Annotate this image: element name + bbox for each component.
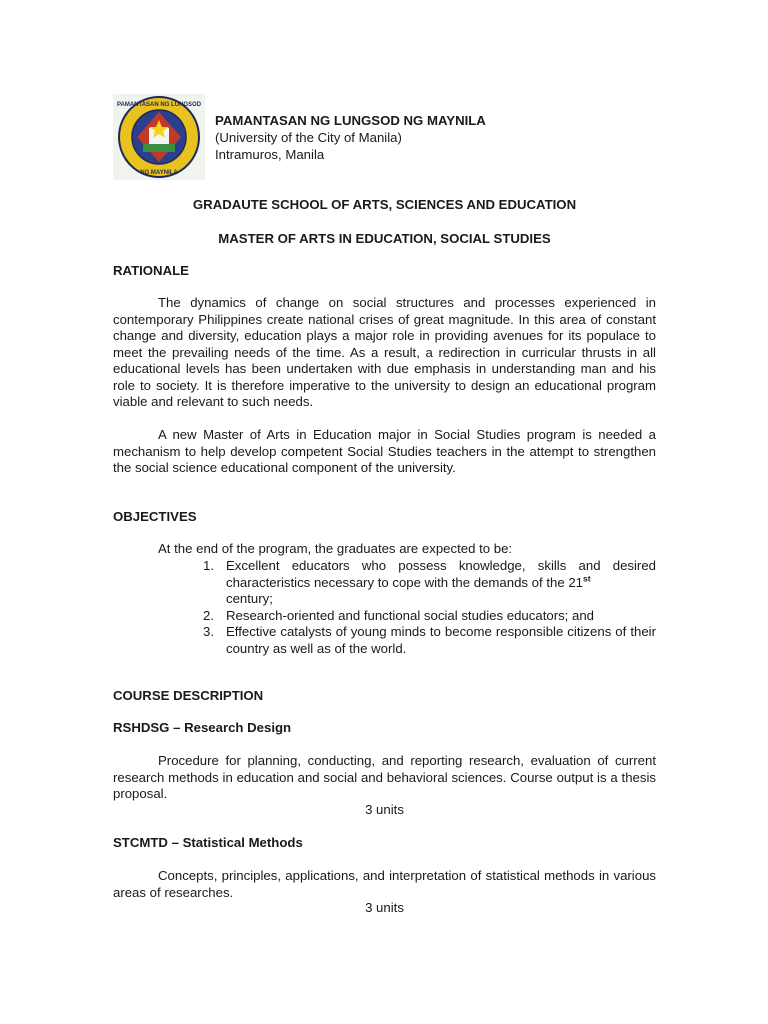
course-title: RSHDSG – Research Design bbox=[113, 720, 292, 735]
program-title: MASTER OF ARTS IN EDUCATION, SOCIAL STUDIES bbox=[218, 231, 551, 246]
objective-item bbox=[200, 608, 656, 625]
course-description-heading: COURSE DESCRIPTION bbox=[113, 688, 264, 703]
seal-text-top: PAMANTASAN NG LUNGSOD bbox=[116, 102, 202, 108]
university-english-name: (University of the City of Manila) bbox=[215, 130, 402, 145]
rationale-paragraph-1: The dynamics of change on social structures and processes experienced in contemporary Philippines create national crises of great magnitude. In this area of constant change and diversity, education plays a major role in providing avenues for its populace to meet the prevailing needs of the time. As a result, a redirection in curricular thrusts in all educational levels has been undertaken with due emphasis in understanding man and his role to society. It is therefore imperative to the university to design an educational program viable and relevant to such needs. bbox=[113, 295, 656, 409]
objective-text-tail: century; bbox=[226, 591, 273, 606]
course-title: STCMTD – Statistical Methods bbox=[113, 835, 303, 850]
objective-item bbox=[200, 624, 656, 657]
objectives-intro: At the end of the program, the graduates are expected to be: bbox=[158, 541, 513, 556]
objective-text: Excellent educators who possess knowledge, skills and desired characteristics necessary to cope with the demands of the 21 bbox=[226, 558, 656, 590]
course-units: 3 units bbox=[365, 900, 404, 915]
objective-text: Research-oriented and functional social studies educators; and bbox=[226, 607, 595, 623]
course-description: Procedure for planning, conducting, and reporting research, evaluation of current research methods in education and social and behavioral sciences. Course output is a thesis proposal. bbox=[113, 753, 656, 801]
objective-number: 2. bbox=[203, 607, 214, 623]
rationale-heading: RATIONALE bbox=[113, 263, 189, 278]
course-units: 3 units bbox=[365, 802, 404, 817]
objective-item bbox=[200, 558, 656, 608]
objective-number: 1. bbox=[203, 558, 214, 573]
course-description: Concepts, principles, applications, and interpretation of statistical methods in various areas of researches. bbox=[113, 868, 656, 900]
university-name: PAMANTASAN NG LUNGSOD NG MAYNILA bbox=[215, 113, 486, 128]
seal-text-bottom: NG MAYNILA bbox=[140, 170, 178, 176]
school-title: GRADAUTE SCHOOL OF ARTS, SCIENCES AND EDUCATION bbox=[192, 197, 577, 212]
objectives-heading: OBJECTIVES bbox=[113, 509, 197, 524]
objective-text: Effective catalysts of young minds to become responsible citizens of their country as well as of the world. bbox=[226, 624, 656, 656]
university-seal-logo bbox=[113, 94, 205, 180]
objective-number: 3. bbox=[203, 624, 214, 639]
rationale-paragraph-2: A new Master of Arts in Education major in Social Studies program is needed a mechanism to help develop competent Social Studies teachers in the attempt to strengthen the social science educational component of the university. bbox=[113, 427, 656, 475]
objectives-list bbox=[200, 558, 656, 657]
institution-block bbox=[215, 112, 486, 163]
ordinal-suffix: st bbox=[582, 573, 591, 584]
university-location: Intramuros, Manila bbox=[215, 147, 325, 162]
